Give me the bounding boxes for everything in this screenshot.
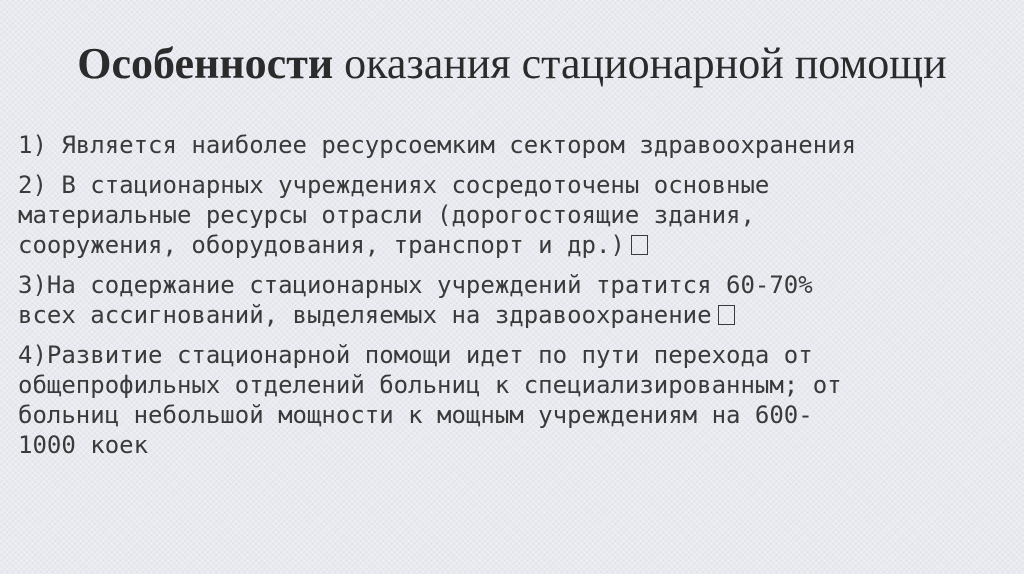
slide-title-bold: Особенности — [77, 39, 334, 88]
list-item-2-line-3-wrap — [18, 230, 1008, 260]
list-item-4-line-4: 1000 коек — [18, 431, 149, 459]
list-item-4-line-1: 4)Развитие стационарной помощи идет по пути перехода от — [18, 341, 813, 369]
list-item-3-line-1: 3)На содержание стационарных учреждений тратится 60-70% — [18, 271, 813, 299]
list-item-4-line-3: больниц небольшой мощности к мощным учреждениям на 600- — [18, 401, 813, 429]
slide-title — [0, 38, 1024, 90]
slide-body — [18, 130, 1008, 470]
missing-glyph-icon — [718, 305, 735, 325]
list-item-4 — [18, 340, 1008, 460]
list-item-1 — [18, 130, 1008, 160]
list-item-2 — [18, 170, 1008, 260]
list-item-2-line-1: 2) В стационарных учреждениях сосредоточены основные — [18, 171, 770, 199]
missing-glyph-icon — [631, 235, 648, 255]
list-item-2-line-2: материальные ресурсы отрасли (дорогостоящие здания, — [18, 201, 755, 229]
list-item-3-line-2: всех ассигнований, выделяемых на здравоохранение — [18, 301, 712, 329]
list-item-4-line-2: общепрофильных отделений больниц к специализированным; от — [18, 371, 842, 399]
list-item-2-line-3: сооружения, оборудования, транспорт и др.) — [18, 231, 625, 259]
list-item-1-text: 1) Является наиболее ресурсоемким сектором здравоохранения — [18, 131, 857, 159]
list-item-3-line-2-wrap — [18, 300, 1008, 330]
slide-title-rest: оказания стационарной помощи — [344, 39, 947, 88]
list-item-3 — [18, 270, 1008, 330]
